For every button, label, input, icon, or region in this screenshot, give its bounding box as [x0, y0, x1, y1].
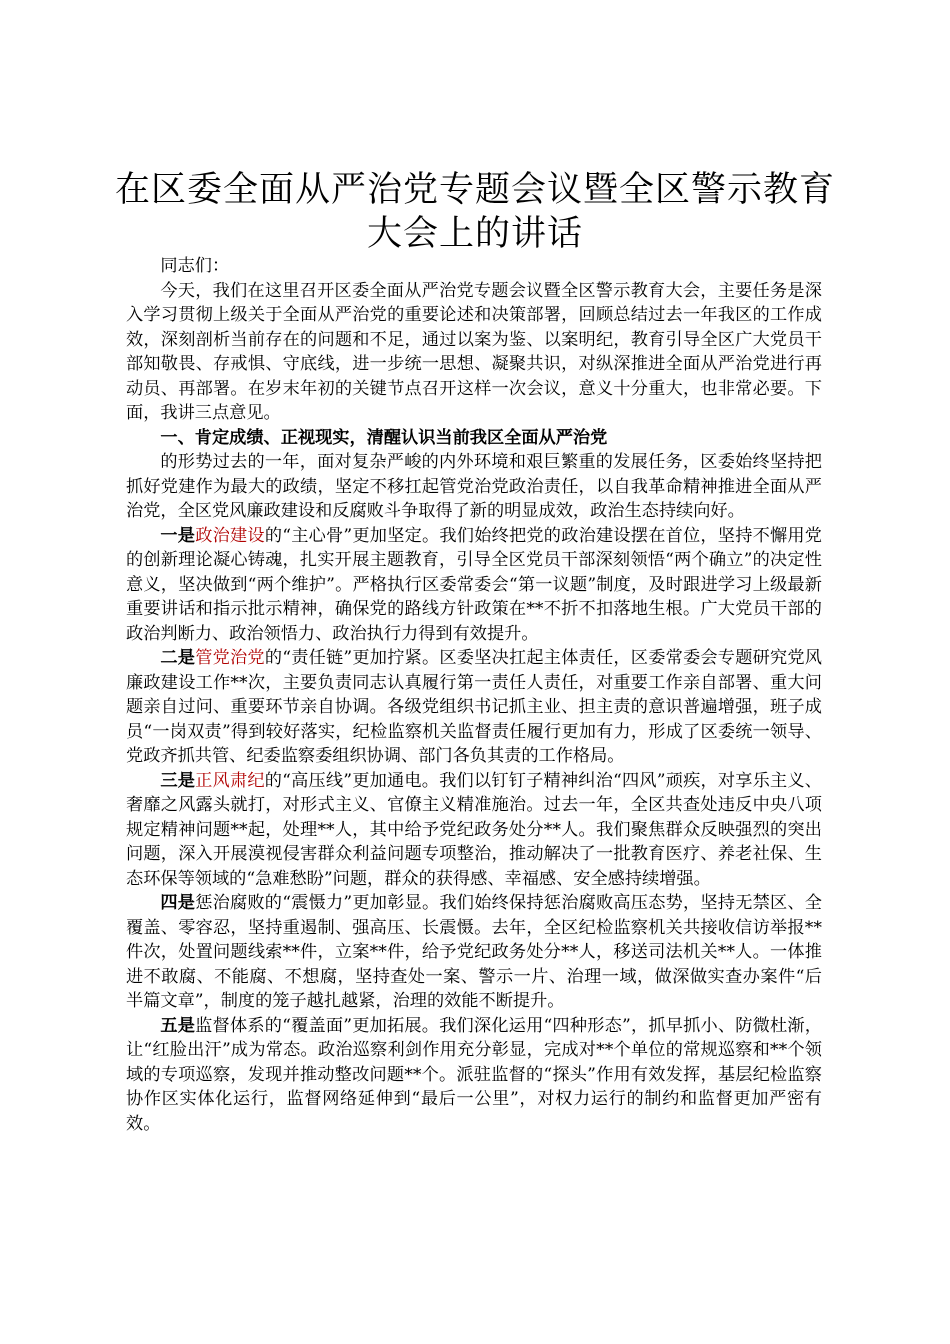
item-lead: 二是 — [160, 648, 196, 668]
item-text: 的“高压线”更加通电。我们以钉钉子精神纠治“四风”顽疾，对享乐主义、奢靡之风露头就打，对形式主义、官僚主义精准施治。过去一年，全区共查处违反中央八项规定精神问题**起，处理**人，其中给予党纪政务处分**人。我们聚焦群众反映强烈的突出问题，深入开展漠视侵害群众利益问题专项整治，推动解决了一批教育医疗、养老社保、生态环保等领域的“急难愁盼”问题，群众的获得感、幸福感、安全感持续增强。 — [126, 770, 822, 889]
item-red-text: 正风肃纪 — [195, 770, 265, 791]
item-lead: 三是 — [160, 770, 196, 791]
section-heading-1: 一、肯定成绩、正视现实，清醒认识当前我区全面从严治党 — [160, 427, 608, 448]
item-red-text: 政治建设 — [195, 525, 265, 546]
item-lead: 一是 — [160, 525, 196, 546]
item-paragraph-4 — [126, 891, 822, 1014]
item-text: 的“主心骨”更加坚定。我们始终把党的政治建设摆在首位，坚持不懈用党的创新理论凝心铸魂，扎实开展主题教育，引导全区党员干部深刻领悟“两个确立”的决定性意义，坚决做到“两个维护”。严格执行区委常委会“第一议题”制度，及时跟进学习上级最新重要讲话和指示批示精神，确保党的路线方针政策在**不折不扣落地生根。广大党员干部的政治判断力、政治领悟力、政治执行力得到有效提升。 — [126, 525, 822, 644]
section-1-paragraph: 的形势过去的一年，面对复杂严峻的内外环境和艰巨繁重的发展任务，区委始终坚持把抓好党建作为最大的政绩，坚定不移扛起管党治党政治责任，以自我革命精神推进全面从严治党，全区党风廉政建设和反腐败斗争取得了新的明显成效，政治生态持续向好。 — [126, 452, 822, 521]
item-text: 惩治腐败的“震慑力”更加彰显。我们始终保持惩治腐败高压态势，坚持无禁区、全覆盖、零容忍，坚持重遏制、强高压、长震慑。去年，全区纪检监察机关共接收信访举报**件次，处置问题线索**件，立案**件，给予党纪政务处分**人，移送司法机关**人。一体推进不敢腐、不能腐、不想腐，坚持查处一案、警示一片、治理一域，做深做实查办案件“后半篇文章”，制度的笼子越扎越紧，治理的效能不断提升。 — [126, 893, 822, 1011]
document-body — [126, 254, 822, 1136]
item-lead: 五是 — [160, 1015, 196, 1036]
title-line-1: 在区委全面从严治党专题会议暨全区警示教育 — [114, 170, 835, 210]
item-text: 的“责任链”更加拧紧。区委坚决扛起主体责任，区委常委会专题研究党风廉政建设工作**次，主要负责同志认真履行第一责任人责任，对重要工作亲自部署、重大问题亲自过问、重要环节亲自协调。各级党组织书记抓主业、担主责的意识普遍增强，班子成员“一岗双责”得到较好落实，纪检监察机关监督责任履行更加有力，形成了区委统一领导、党政齐抓共管、纪委监察委组织协调、部门各负其责的工作格局。 — [126, 648, 822, 766]
document-title — [110, 168, 840, 256]
title-line-2: 大会上的讲话 — [366, 214, 583, 254]
item-paragraph-1 — [126, 524, 822, 647]
intro-paragraph: 今天，我们在这里召开区委全面从严治党专题会议暨全区警示教育大会，主要任务是深入学习贯彻上级关于全面从严治党的重要论述和决策部署，回顾总结过去一年我区的工作成效，深刻剖析当前存在的问题和不足，通过以案为鉴、以案明纪，教育引导全区广大党员干部知敬畏、存戒惧、守底线，进一步统一思想、凝聚共识，对纵深推进全面从严治党进行再动员、再部署。在岁末年初的关键节点召开这样一次会议，意义十分重大，也非常必要。下面，我讲三点意见。 — [126, 280, 822, 423]
item-paragraph-3 — [126, 769, 822, 892]
item-paragraph-5 — [126, 1014, 822, 1137]
item-paragraph-2 — [126, 646, 822, 769]
item-red-text: 管党治党 — [195, 648, 265, 668]
item-text: 监督体系的“覆盖面”更加拓展。我们深化运用“四种形态”，抓早抓小、防微杜渐，让“红脸出汗”成为常态。政治巡察利剑作用充分彰显，完成对**个单位的常规巡察和**个领域的专项巡察，发现并推动整改问题**个。派驻监督的“探头”作用有效发挥，基层纪检监察协作区实体化运行，监督网络延伸到“最后一公里”，对权力运行的制约和监督更加严密有效。 — [126, 1015, 822, 1134]
item-lead: 四是 — [160, 893, 196, 913]
greeting: 同志们： — [160, 256, 230, 276]
